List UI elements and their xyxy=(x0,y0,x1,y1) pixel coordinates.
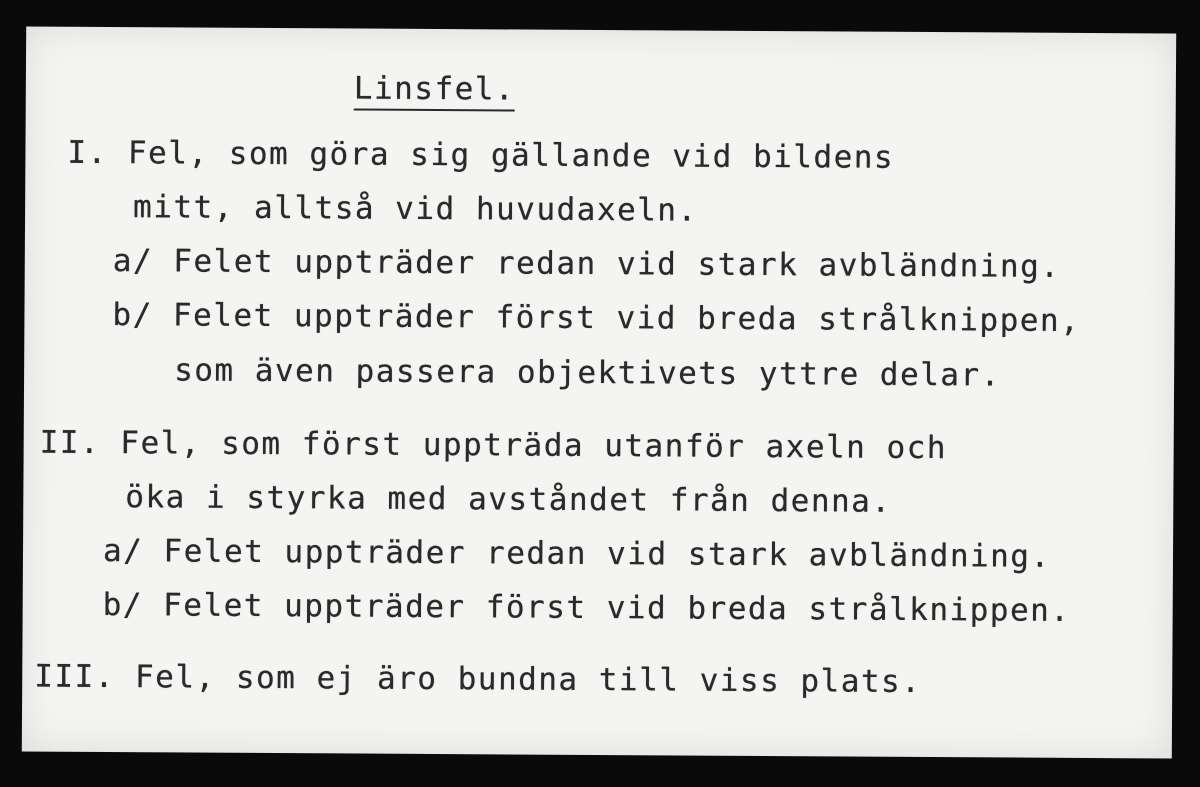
section-1-heading-cont: mitt, alltså vid huvudaxeln. xyxy=(133,189,698,229)
section-1-item-a: a/ Felet uppträder redan vid stark avbländning. xyxy=(112,243,1061,285)
section-1-heading: I. Fel, som göra sig gällande vid bildens xyxy=(67,134,895,176)
section-2-item-a: a/ Felet uppträder redan vid stark avbländning. xyxy=(102,532,1051,575)
section-2-heading: II. Fel, som först uppträda utanför axeln och xyxy=(39,424,948,467)
section-2-item-b: b/ Felet uppträder först vid breda strålknippen. xyxy=(102,586,1071,629)
section-1-item-b: b/ Felet uppträder först vid breda strålknippen, xyxy=(112,297,1081,339)
document-title: Linsfel. xyxy=(354,70,516,111)
typed-card xyxy=(22,26,1176,758)
section-1-item-b-cont: som även passera objektivets yttre delar. xyxy=(174,352,1001,394)
section-3-heading: III. Fel, som ej äro bundna till viss plats. xyxy=(34,658,922,700)
section-2-heading-cont: öka i styrka med avståndet från denna. xyxy=(125,479,892,520)
